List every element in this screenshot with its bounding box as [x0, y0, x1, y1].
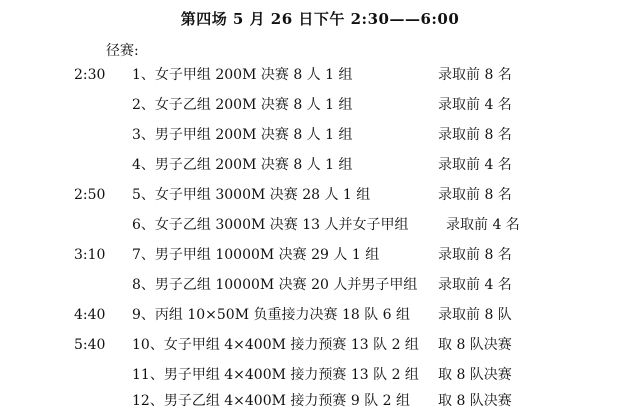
- event-description: 6、女子乙组 3000M 决赛 13 人并女子甲组: [132, 217, 409, 233]
- schedule-row: [0, 214, 640, 236]
- schedule-row: [0, 334, 640, 356]
- schedule-row: [0, 94, 640, 116]
- event-description: 11、男子甲组 4×400M 接力预赛 13 队 2 组: [132, 367, 419, 383]
- qualification-note: 取 8 队决赛: [438, 393, 512, 409]
- event-description: 12、男子乙组 4×400M 接力预赛 9 队 2 组: [132, 393, 411, 409]
- qualification-note: 录取前 8 名: [438, 127, 512, 143]
- event-description: 8、男子乙组 10000M 决赛 20 人并男子甲组: [132, 277, 418, 293]
- schedule-row: [0, 274, 640, 296]
- qualification-note: 录取前 8 名: [438, 247, 512, 263]
- qualification-note: 录取前 4 名: [438, 97, 512, 113]
- schedule-row: [0, 390, 640, 412]
- schedule-row: [0, 184, 640, 206]
- event-description: 4、男子乙组 200M 决赛 8 人 1 组: [132, 157, 353, 173]
- event-description: 10、女子甲组 4×400M 接力预赛 13 队 2 组: [132, 337, 419, 353]
- schedule-row: [0, 364, 640, 386]
- event-description: 5、女子甲组 3000M 决赛 28 人 1 组: [132, 187, 371, 203]
- event-description: 9、丙组 10×50M 负重接力决赛 18 队 6 组: [132, 307, 411, 323]
- schedule-row: [0, 64, 640, 86]
- schedule-row: [0, 244, 640, 266]
- qualification-note: 取 8 队决赛: [438, 367, 512, 383]
- qualification-note: 录取前 4 名: [438, 277, 512, 293]
- event-description: 2、女子乙组 200M 决赛 8 人 1 组: [132, 97, 353, 113]
- qualification-note: 取 8 队决赛: [438, 337, 512, 353]
- event-description: 3、男子甲组 200M 决赛 8 人 1 组: [132, 127, 353, 143]
- page-title: 第四场 5 月 26 日下午 2:30——6:00: [180, 10, 460, 28]
- qualification-note: 录取前 8 名: [438, 187, 512, 203]
- section-label-track: 径赛:: [106, 43, 139, 59]
- event-description: 7、男子甲组 10000M 决赛 29 人 1 组: [132, 247, 380, 263]
- start-time: 5:40: [74, 337, 106, 353]
- start-time: 2:50: [74, 187, 106, 203]
- qualification-note: 录取前 8 名: [438, 67, 512, 83]
- event-description: 1、女子甲组 200M 决赛 8 人 1 组: [132, 67, 353, 83]
- schedule-row: [0, 154, 640, 176]
- start-time: 2:30: [74, 67, 106, 83]
- start-time: 4:40: [74, 307, 106, 323]
- schedule-row: [0, 304, 640, 326]
- qualification-note: 录取前 4 名: [446, 217, 520, 233]
- schedule-row: [0, 124, 640, 146]
- qualification-note: 录取前 4 名: [438, 157, 512, 173]
- start-time: 3:10: [74, 247, 106, 263]
- qualification-note: 录取前 8 队: [438, 307, 512, 323]
